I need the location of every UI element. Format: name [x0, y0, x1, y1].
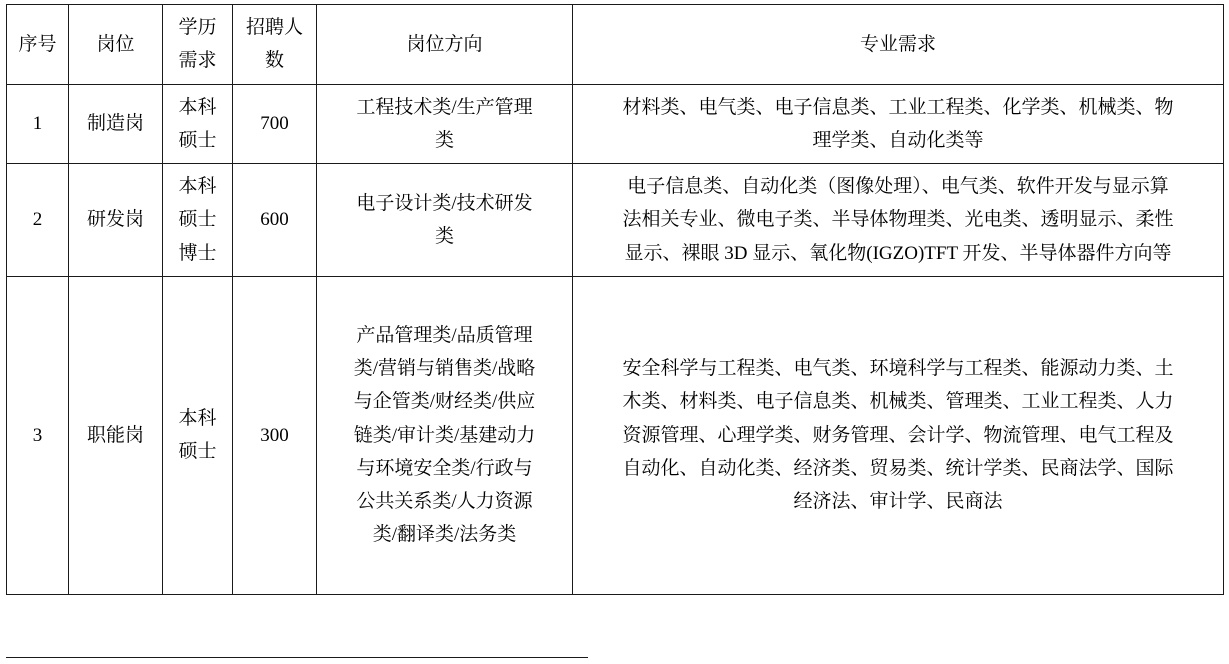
major-line: 木类、材料类、电子信息类、机械类、管理类、工业工程类、人力 [622, 391, 1174, 413]
major-line: 自动化、自动化类、经济类、贸易类、统计学类、民商法学、国际 [622, 457, 1174, 479]
cell-headcount: 700 [233, 84, 317, 164]
direction-line: 电子设计类/技术研发 [356, 192, 533, 214]
recruitment-table [6, 4, 1224, 595]
education-line: 硕士 [178, 209, 217, 231]
direction-line: 与环境安全类/行政与 [356, 457, 533, 479]
header-education-line-1: 学历 [178, 17, 217, 38]
direction-line: 产品管理类/品质管理 [356, 324, 533, 346]
cell-major [573, 276, 1224, 594]
direction-line: 类 [434, 225, 454, 247]
cell-post: 研发岗 [69, 164, 163, 277]
table-header-row [7, 5, 1224, 85]
education-line: 硕士 [178, 129, 217, 151]
table-row [7, 84, 1224, 164]
direction-line: 与企管类/财经类/供应 [353, 391, 536, 413]
major-line: 安全科学与工程类、电气类、环境科学与工程类、能源动力类、土 [622, 358, 1174, 380]
education-line: 硕士 [178, 441, 217, 463]
header-headcount-line-1: 招聘人 [245, 17, 303, 38]
major-line: 法相关专业、微电子类、半导体物理类、光电类、透明显示、柔性 [622, 209, 1174, 231]
direction-line: 类 [434, 129, 454, 151]
major-line: 显示、裸眼 3D 显示、氧化物(IGZO)TFT 开发、半导体器件方向等 [624, 242, 1172, 264]
cell-major [573, 84, 1224, 164]
education-line: 本科 [178, 96, 217, 118]
cell-post: 制造岗 [69, 84, 163, 164]
header-education [163, 5, 233, 85]
cell-education [163, 164, 233, 277]
header-headcount-line-2: 数 [264, 50, 284, 72]
cell-headcount: 300 [233, 276, 317, 594]
cell-direction [317, 84, 573, 164]
direction-line: 工程技术类/生产管理 [356, 96, 533, 118]
table-row [7, 276, 1224, 594]
major-line: 电子信息类、自动化类（图像处理）、电气类、软件开发与显示算 [627, 176, 1169, 197]
cell-headcount: 600 [233, 164, 317, 277]
header-post: 岗位 [69, 5, 163, 85]
cell-direction [317, 164, 573, 277]
education-line: 博士 [178, 242, 217, 264]
cell-education [163, 84, 233, 164]
header-headcount [233, 5, 317, 85]
header-index: 序号 [7, 5, 69, 85]
page-bottom-rule [6, 657, 588, 664]
major-line: 理学类、自动化类等 [812, 129, 984, 151]
direction-line: 类/翻译类/法务类 [372, 524, 517, 546]
direction-line: 类/营销与销售类/战略 [353, 358, 536, 380]
header-direction: 岗位方向 [317, 5, 573, 85]
cell-index: 3 [7, 276, 69, 594]
header-education-line-2: 需求 [178, 50, 217, 72]
education-line: 本科 [178, 176, 217, 197]
education-line: 本科 [178, 408, 217, 429]
direction-line: 公共关系类/人力资源 [356, 491, 533, 513]
direction-line: 链类/审计类/基建动力 [353, 424, 536, 446]
cell-index: 2 [7, 164, 69, 277]
cell-post: 职能岗 [69, 276, 163, 594]
major-line: 资源管理、心理学类、财务管理、会计学、物流管理、电气工程及 [622, 424, 1174, 446]
major-line: 材料类、电气类、电子信息类、工业工程类、化学类、机械类、物 [622, 96, 1174, 118]
major-line: 经济法、审计学、民商法 [793, 491, 1003, 513]
cell-education [163, 276, 233, 594]
cell-index: 1 [7, 84, 69, 164]
table-row [7, 164, 1224, 277]
header-major: 专业需求 [573, 5, 1224, 85]
cell-major [573, 164, 1224, 277]
cell-direction [317, 276, 573, 594]
